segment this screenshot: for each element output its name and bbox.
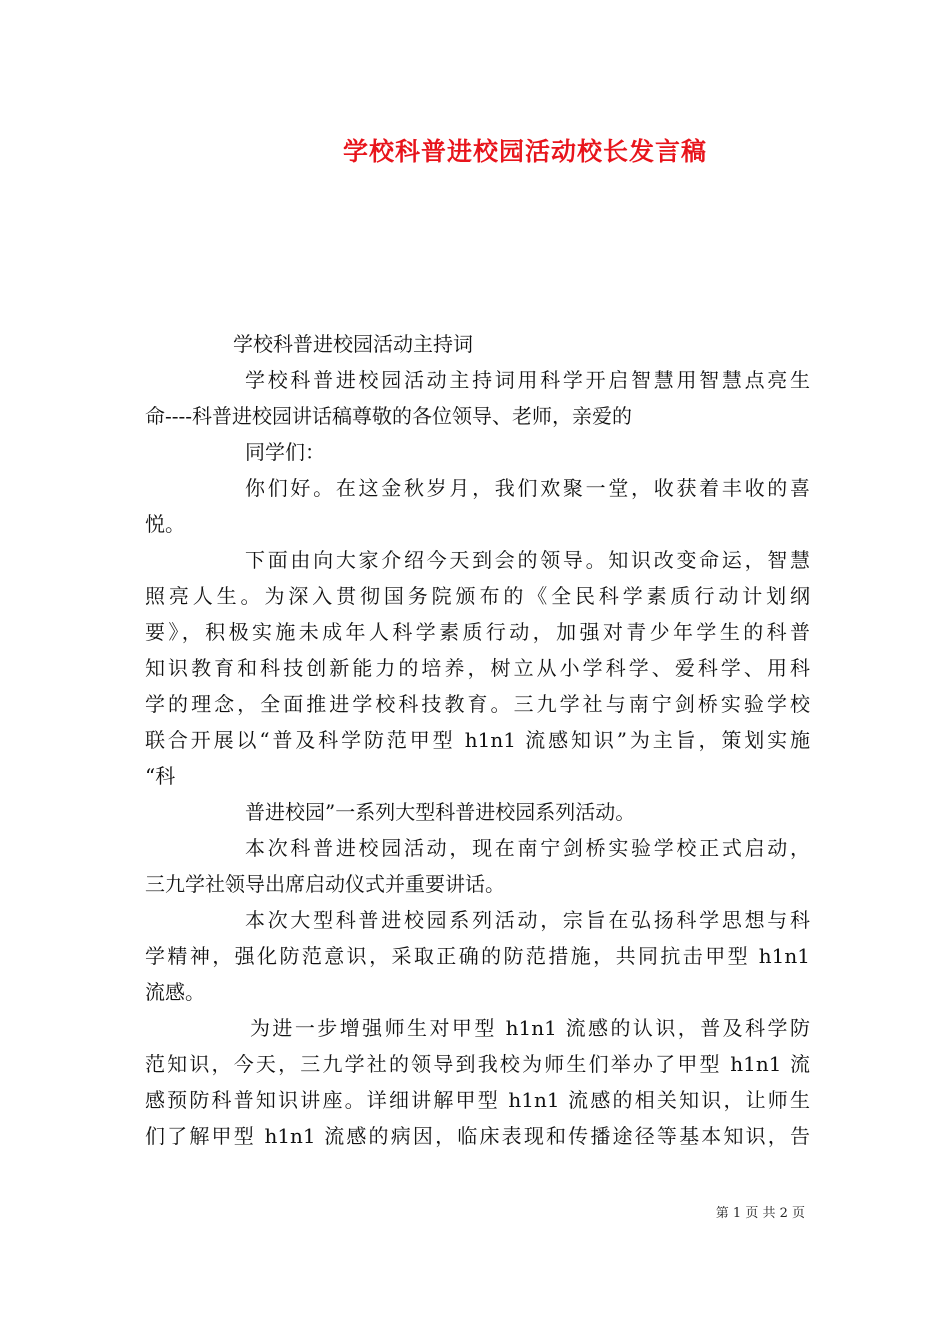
paragraph-line: 命----科普进校园讲话稿尊敬的各位领导、老师，亲爱的 [145,404,633,428]
paragraph-line: 下面由向大家介绍今天到会的领导。知识改变命运，智慧 [245,548,810,572]
document-title: 学校科普进校园活动校长发言稿 [342,137,707,166]
paragraph-line: 学精神，强化防范意识，采取正确的防范措施，共同抗击甲型 h1n1 [145,944,810,968]
paragraph-line: 悦。 [145,512,185,536]
page-number-footer: 第 1 页 共 2 页 [715,1206,805,1221]
paragraph-line: 照亮人生。为深入贯彻国务院颁布的《全民科学素质行动计划纲 [145,584,810,608]
paragraph-line: 本次大型科普进校园系列活动，宗旨在弘扬科学思想与科 [245,908,810,932]
paragraph-line: 联合开展以“普及科学防范甲型 h1n1 流感知识”为主旨，策划实施 [145,728,810,752]
paragraph-line: 三九学社领导出席启动仪式并重要讲话。 [145,872,505,896]
paragraph-line: 普进校园”一系列大型科普进校园系列活动。 [245,800,636,824]
paragraph-line: 学校科普进校园活动主持词用科学开启智慧用智慧点亮生 [245,368,810,392]
paragraph-line: 同学们： [245,440,325,464]
paragraph-line: 要》，积极实施未成年人科学素质行动，加强对青少年学生的科普 [145,620,810,644]
paragraph-line: 流感。 [145,980,205,1004]
paragraph-line: 你们好。在这金秋岁月，我们欢聚一堂，收获着丰收的喜 [245,476,810,500]
paragraph-line: 本次科普进校园活动，现在南宁剑桥实验学校正式启动， [245,836,810,860]
paragraph-line: 为进一步增强师生对甲型 h1n1 流感的认识，普及科学防 [250,1016,810,1040]
paragraph-line: “科 [145,764,176,788]
paragraph-line: 感预防科普知识讲座。详细讲解甲型 h1n1 流感的相关知识，让师生 [145,1088,810,1112]
paragraph-line: 学校科普进校园活动主持词 [233,332,473,356]
paragraph-line: 们了解甲型 h1n1 流感的病因，临床表现和传播途径等基本知识，告 [145,1124,810,1148]
paragraph-line: 学的理念，全面推进学校科技教育。三九学社与南宁剑桥实验学校 [145,692,810,716]
paragraph-line: 知识教育和科技创新能力的培养，树立从小学科学、爱科学、用科 [145,656,810,680]
paragraph-line: 范知识，今天，三九学社的领导到我校为师生们举办了甲型 h1n1 流 [145,1052,810,1076]
